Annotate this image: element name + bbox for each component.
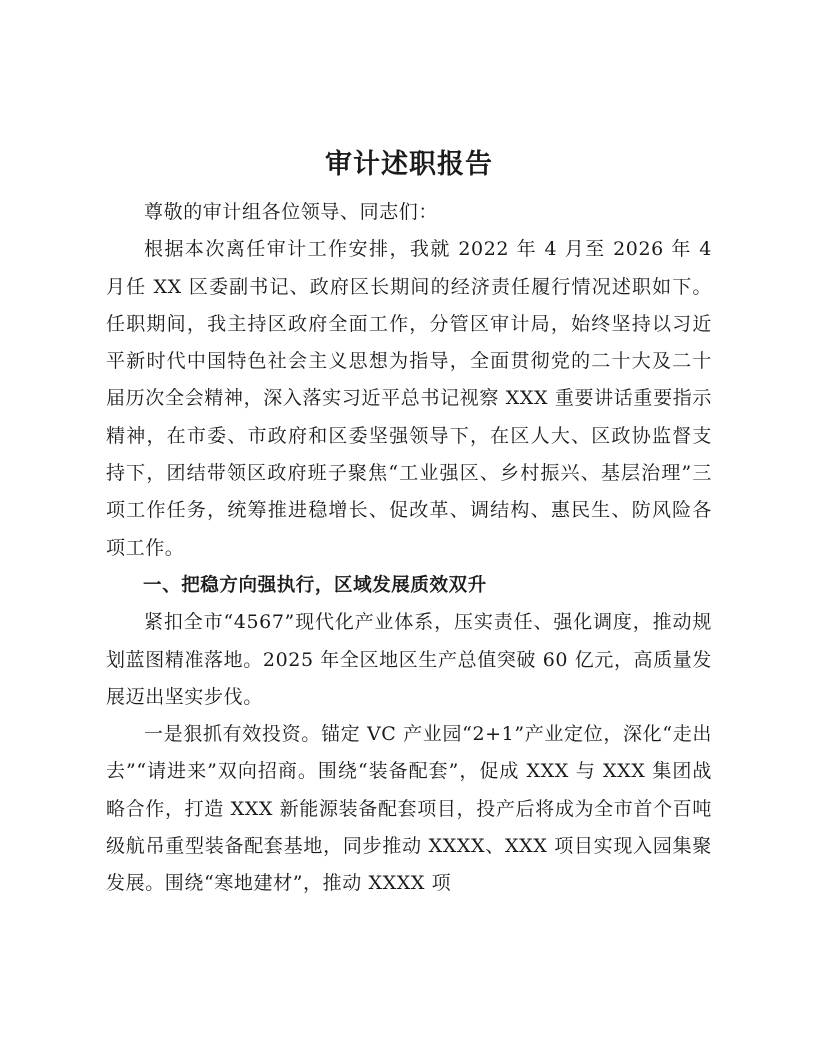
section-heading-1: 一、把稳方向强执行，区域发展质效双升 [143, 574, 487, 596]
intro-paragraph: 根据本次离任审计工作安排，我就 2022 年 4 月至 2026 年 4 月任 XX 区委副书记、政府区长期间的经济责任履行情况述职如下。任职期间，我主持区政府全面工作，分管区审计局，始终坚持以习近平新时代中国特色社会主义思想为指导，全面贯彻党的二十大及二十届历次全会精神，深入落实习近平总书记视察 XXX 重要讲话重要指示精神，在市委、市政府和区委坚强领导下，在区人大、区政协监督支持下，团结带领区政府班子聚焦“工业强区、乡村振兴、基层治理”三项工作任务，统筹推进稳增长、促改革、调结构、惠民生、防风险各项工作。 [106, 238, 712, 559]
section-1-paragraph: 一是狠抓有效投资。锚定 VC 产业园“2+1”产业定位，深化“走出去”“请进来”双向招商。围绕“装备配套”，促成 XXX 与 XXX 集团战略合作，打造 XXX 新能源装备配套项目，投产后将成为全市首个百吨级航吊重型装备配套基地，同步推动 XXXX、XXX 项目实现入园集聚发展。围绕“寒地建材”，推动 XXXX 项 [106, 723, 712, 895]
document-body [106, 142, 712, 903]
document-title: 审计述职报告 [325, 149, 493, 180]
salutation: 尊敬的审计组各位领导、同志们： [144, 201, 439, 223]
section-1-paragraph: 紧扣全市“4567”现代化产业体系，压实责任、强化调度，推动规划蓝图精准落地。2025 年全区地区生产总值突破 60 亿元，高质量发展迈出坚实步伐。 [106, 611, 712, 708]
